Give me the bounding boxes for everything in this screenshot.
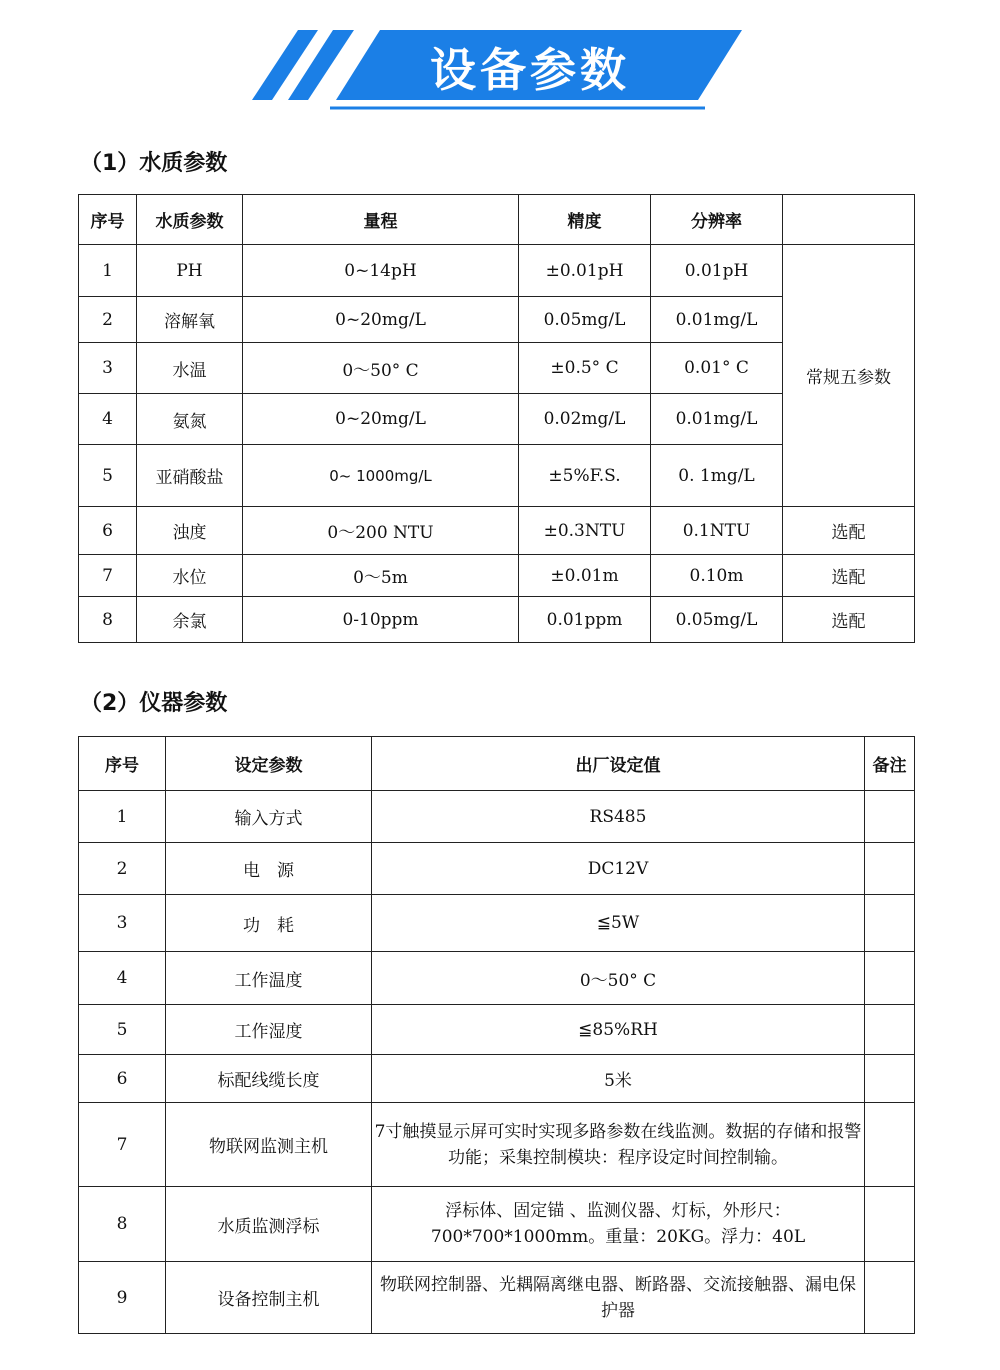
value-cell: 0～50° C — [372, 952, 865, 1005]
table-row — [79, 1103, 915, 1187]
header-cell — [783, 195, 915, 245]
row-number: 4 — [79, 952, 166, 1005]
note-cell — [865, 1187, 915, 1262]
resolution-cell: 0.10m — [651, 555, 783, 597]
accuracy-cell: 0.02mg/L — [519, 394, 651, 445]
value-cell: 物联网控制器、光耦隔离继电器、断路器、交流接触器、漏电保护器 — [372, 1262, 865, 1334]
accuracy-cell: ±0.01m — [519, 555, 651, 597]
range-cell: 0～50° C — [243, 343, 519, 394]
row-number: 2 — [79, 297, 137, 343]
note-cell — [865, 791, 915, 843]
table-row — [79, 1187, 915, 1262]
note-cell: 选配 — [783, 555, 915, 597]
accuracy-cell: ±5%F.S. — [519, 445, 651, 507]
resolution-cell: 0.01mg/L — [651, 394, 783, 445]
row-number: 3 — [79, 343, 137, 394]
param-cell: 水温 — [137, 343, 243, 394]
row-number: 8 — [79, 1187, 166, 1262]
value-cell: RS485 — [372, 791, 865, 843]
note-cell — [865, 952, 915, 1005]
table-row — [79, 895, 915, 952]
range-cell: 0～5m — [243, 555, 519, 597]
row-number: 1 — [79, 245, 137, 297]
value-cell: 5米 — [372, 1055, 865, 1103]
accuracy-cell: 0.05mg/L — [519, 297, 651, 343]
title-banner — [0, 0, 1000, 130]
table-row — [79, 507, 915, 555]
param-cell: 物联网监测主机 — [166, 1103, 372, 1187]
table-row — [79, 1005, 915, 1055]
resolution-cell: 0.05mg/L — [651, 597, 783, 643]
row-number: 4 — [79, 394, 137, 445]
row-number: 2 — [79, 843, 166, 895]
table-row — [79, 791, 915, 843]
group-note-cell: 常规五参数 — [783, 245, 915, 507]
table-row — [79, 245, 915, 297]
table-header-row — [79, 195, 915, 245]
header-cell: 分辨率 — [651, 195, 783, 245]
note-cell: 选配 — [783, 597, 915, 643]
row-number: 8 — [79, 597, 137, 643]
param-cell: PH — [137, 245, 243, 297]
header-cell: 设定参数 — [166, 737, 372, 791]
param-cell: 氨氮 — [137, 394, 243, 445]
param-cell: 设备控制主机 — [166, 1262, 372, 1334]
header-cell: 序号 — [79, 195, 137, 245]
value-cell: 浮标体、固定锚 、监测仪器、灯标，外形尺：700*700*1000mm。重量：20KG。浮力：40L — [372, 1187, 865, 1262]
header-cell: 备注 — [865, 737, 915, 791]
instrument-section-title: （2）仪器参数 — [80, 691, 228, 716]
range-cell: 0~ 1000mg/L — [243, 445, 519, 507]
param-cell: 溶解氧 — [137, 297, 243, 343]
table-row — [79, 1055, 915, 1103]
table-header-row — [79, 737, 915, 791]
row-number: 7 — [79, 1103, 166, 1187]
note-cell — [865, 843, 915, 895]
range-cell: 0-10ppm — [243, 597, 519, 643]
header-cell: 量程 — [243, 195, 519, 245]
range-cell: 0~14pH — [243, 245, 519, 297]
param-cell: 工作湿度 — [166, 1005, 372, 1055]
row-number: 7 — [79, 555, 137, 597]
table-row — [79, 952, 915, 1005]
accuracy-cell: 0.01ppm — [519, 597, 651, 643]
range-cell: 0～200 NTU — [243, 507, 519, 555]
resolution-cell: 0. 1mg/L — [651, 445, 783, 507]
param-cell: 水位 — [137, 555, 243, 597]
row-number: 6 — [79, 1055, 166, 1103]
header-cell: 精度 — [519, 195, 651, 245]
resolution-cell: 0.1NTU — [651, 507, 783, 555]
accuracy-cell: ±0.5° C — [519, 343, 651, 394]
note-cell — [865, 1005, 915, 1055]
row-number: 9 — [79, 1262, 166, 1334]
table-row — [79, 555, 915, 597]
table-row — [79, 597, 915, 643]
accuracy-cell: ±0.3NTU — [519, 507, 651, 555]
param-cell: 功 耗 — [166, 895, 372, 952]
value-cell: DC12V — [372, 843, 865, 895]
note-cell — [865, 1262, 915, 1334]
page-title: 设备参数 — [430, 43, 630, 97]
water-quality-table — [78, 194, 915, 643]
row-number: 3 — [79, 895, 166, 952]
row-number: 5 — [79, 1005, 166, 1055]
water-section-title: （1）水质参数 — [80, 151, 228, 176]
note-cell — [865, 1103, 915, 1187]
note-cell — [865, 895, 915, 952]
row-number: 1 — [79, 791, 166, 843]
row-number: 5 — [79, 445, 137, 507]
range-cell: 0~20mg/L — [243, 297, 519, 343]
table-row — [79, 1262, 915, 1334]
header-cell: 出厂设定值 — [372, 737, 865, 791]
value-cell: 7寸触摸显示屏可实时实现多路参数在线监测。数据的存储和报警功能；采集控制模块：程序设定时间控制输。 — [372, 1103, 865, 1187]
header-cell: 序号 — [79, 737, 166, 791]
param-cell: 亚硝酸盐 — [137, 445, 243, 507]
resolution-cell: 0.01° C — [651, 343, 783, 394]
param-cell: 工作温度 — [166, 952, 372, 1005]
header-cell: 水质参数 — [137, 195, 243, 245]
value-cell: ≦5W — [372, 895, 865, 952]
resolution-cell: 0.01pH — [651, 245, 783, 297]
param-cell: 余氯 — [137, 597, 243, 643]
instrument-table — [78, 736, 915, 1334]
param-cell: 输入方式 — [166, 791, 372, 843]
param-cell: 浊度 — [137, 507, 243, 555]
table-row — [79, 843, 915, 895]
value-cell: ≦85%RH — [372, 1005, 865, 1055]
row-number: 6 — [79, 507, 137, 555]
note-cell — [865, 1055, 915, 1103]
param-cell: 水质监测浮标 — [166, 1187, 372, 1262]
note-cell: 选配 — [783, 507, 915, 555]
resolution-cell: 0.01mg/L — [651, 297, 783, 343]
param-cell: 电 源 — [166, 843, 372, 895]
param-cell: 标配线缆长度 — [166, 1055, 372, 1103]
accuracy-cell: ±0.01pH — [519, 245, 651, 297]
range-cell: 0~20mg/L — [243, 394, 519, 445]
